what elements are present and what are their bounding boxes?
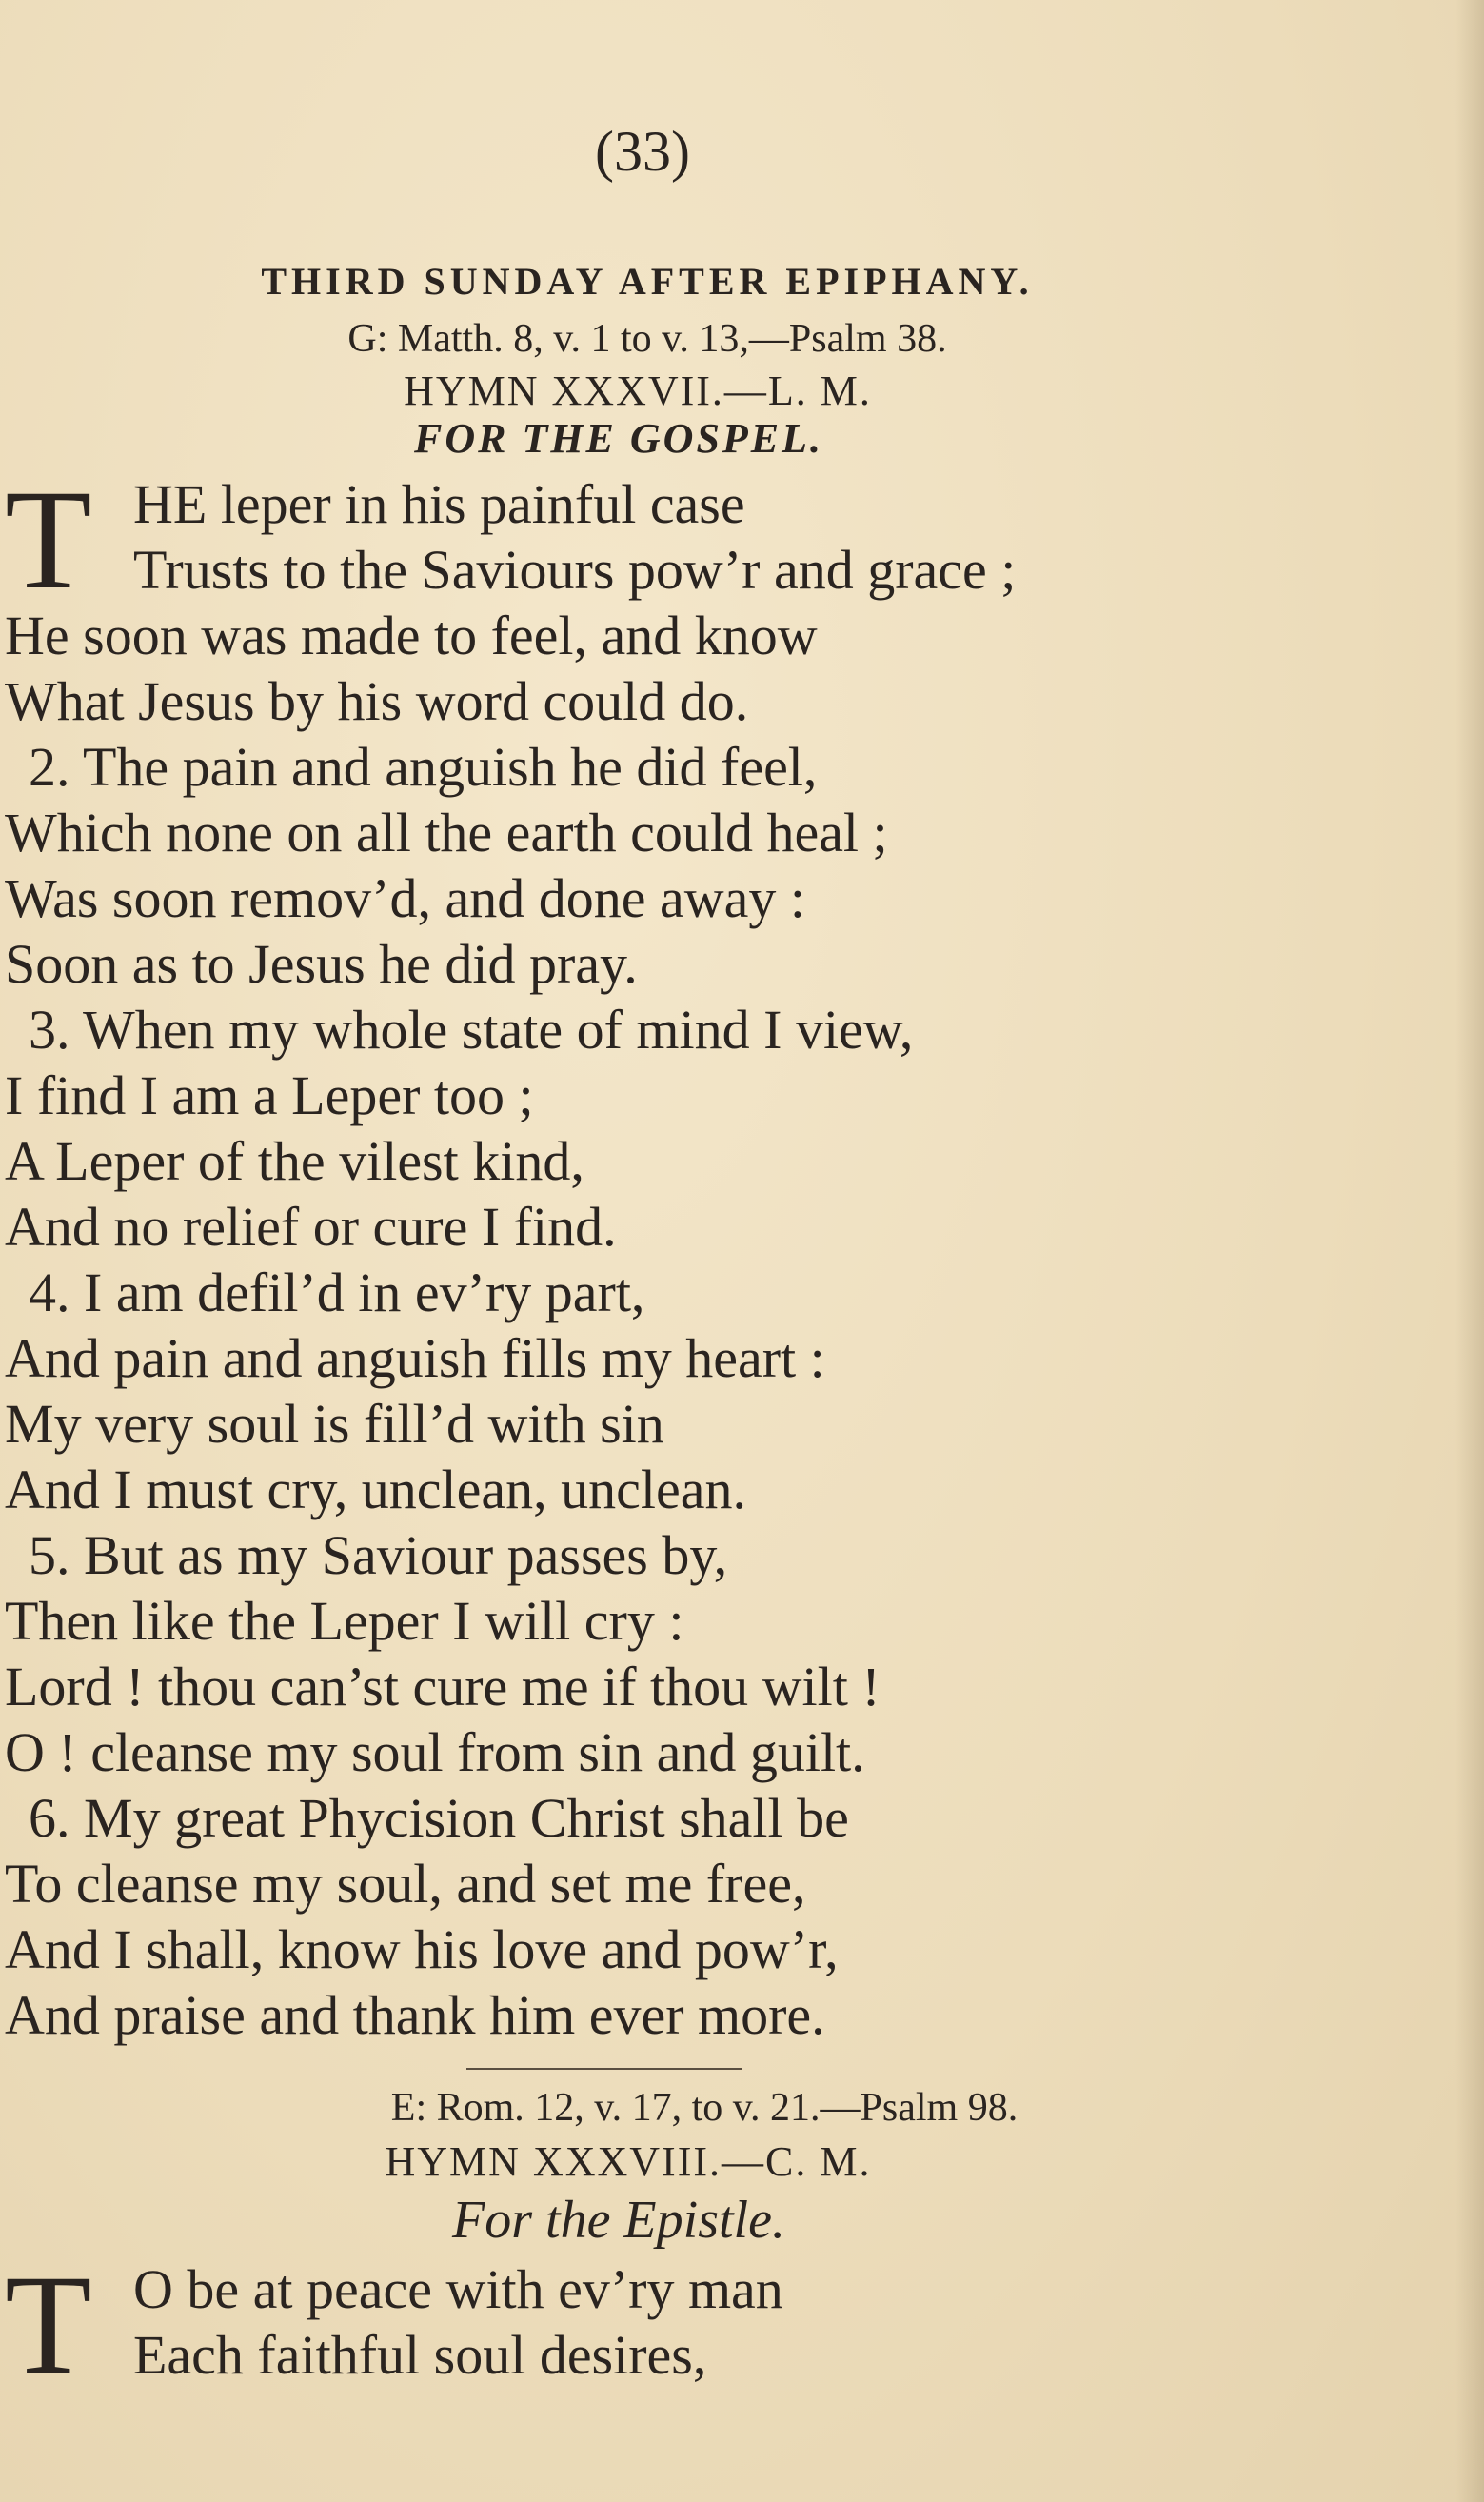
verse-line: My very soul is fill’d with sin: [5, 1393, 664, 1455]
hymn-subject: For the Epistle.: [452, 2191, 785, 2250]
verse-line: Lord ! thou can’st cure me if thou wilt !: [5, 1656, 881, 1718]
epistle-reference: E: Rom. 12, v. 17, to v. 21.—Psalm 98.: [390, 2086, 1019, 2130]
verse-line: And praise and thank him ever more.: [5, 1984, 825, 2046]
divider: [466, 2068, 742, 2070]
verse-line: He soon was made to feel, and know: [5, 605, 818, 666]
verse-line: Trusts to the Saviours pow’r and grace ;: [133, 539, 1017, 601]
verse-line: Which none on all the earth could heal ;: [5, 802, 888, 864]
verse-line: And no relief or cure I find.: [5, 1196, 617, 1258]
verse-line: 3. When my whole state of mind I view,: [29, 999, 914, 1061]
verse-line: And I must cry, unclean, unclean.: [5, 1459, 746, 1520]
verse-line: And I shall, know his love and pow’r,: [5, 1918, 839, 1980]
page-edge-shadow: [1455, 0, 1484, 2502]
hymn-verses: [0, 2246, 1276, 2404]
section-title: THIRD SUNDAY AFTER EPIPHANY.: [261, 260, 1034, 303]
hymn-subject: FOR THE GOSPEL.: [413, 415, 824, 462]
hymn-title: HYMN XXXVII.—L. M.: [404, 367, 872, 414]
verse-line: 4. I am defil’d in ev’ry part,: [29, 1261, 645, 1323]
hymn-verses: [0, 461, 1276, 2048]
verse-line: O ! cleanse my soul from sin and guilt.: [5, 1721, 865, 1783]
verse-line: What Jesus by his word could do.: [5, 670, 749, 732]
page-number: (33): [595, 120, 690, 183]
verse-line: I find I am a Leper too ;: [5, 1064, 534, 1126]
drop-cap: T: [5, 461, 92, 619]
verse-line: 2. The pain and anguish he did feel,: [29, 736, 818, 798]
verse-line: Then like the Leper I will cry :: [5, 1590, 684, 1652]
verse-line: Each faithful soul desires,: [133, 2324, 707, 2386]
verse-line: 5. But as my Saviour passes by,: [29, 1524, 728, 1586]
verse-line: Soon as to Jesus he did pray.: [5, 933, 638, 995]
verse-line: To cleanse my soul, and set me free,: [5, 1853, 806, 1915]
hymn-title: HYMN XXXVIII.—C. M.: [385, 2138, 872, 2185]
verse-line: HE leper in his painful case: [133, 473, 745, 535]
verse-line: And pain and anguish fills my heart :: [5, 1327, 825, 1389]
verse-line: A Leper of the vilest kind,: [5, 1130, 584, 1192]
verse-line: O be at peace with ev’ry man: [133, 2258, 783, 2320]
drop-cap: T: [5, 2246, 92, 2404]
verse-line: 6. My great Phycision Christ shall be: [29, 1787, 849, 1849]
gospel-reference: G: Matth. 8, v. 1 to v. 13,—Psalm 38.: [347, 317, 947, 361]
verse-line: Was soon remov’d, and done away :: [5, 867, 805, 929]
